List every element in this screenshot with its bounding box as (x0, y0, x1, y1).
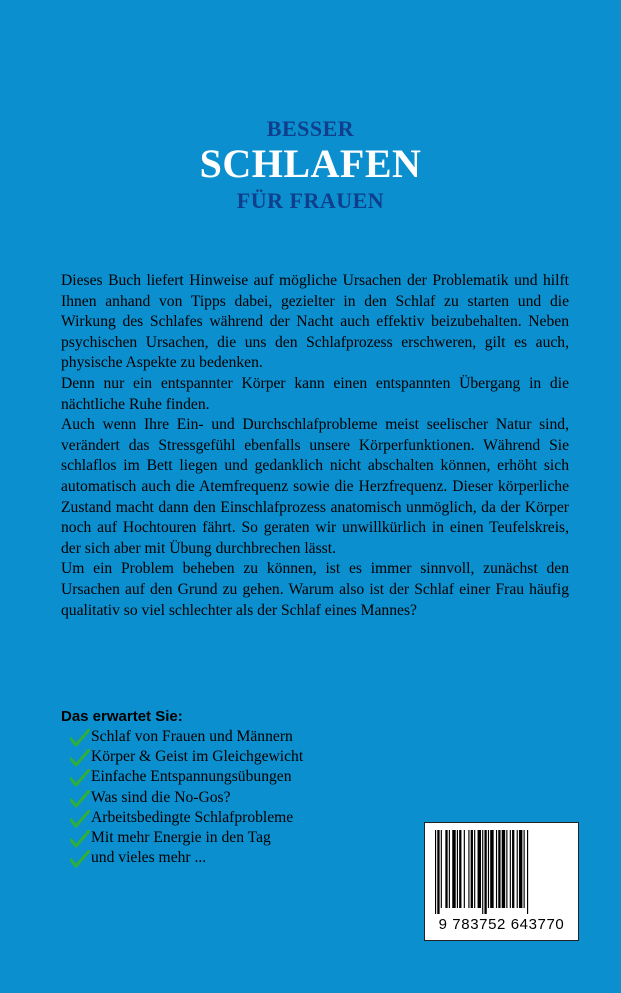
feature-item (61, 788, 401, 808)
barcode-bar (441, 830, 442, 908)
barcode-bar (471, 830, 473, 908)
checkmark-icon (70, 850, 90, 868)
blurb-paragraph: Dieses Buch liefert Hinweise auf mögliche Ursachen der Problematik und hilft Ihnen anhand von Tipps dabei, gezielter in den Schlaf zu starten und die Wirkung des Schlafes während der Nacht auch effektiv beizubehalten. Neben psychischen Ursachen, die uns den Schlafprozess erschweren, gilt es auch, physische Aspekte zu bedenken. (61, 272, 569, 372)
checkmark-icon (70, 749, 90, 767)
isbn-number: 9 783752 643770 (438, 916, 565, 933)
feature-label: Was sind die No-Gos? (91, 788, 231, 806)
feature-label: Körper & Geist im Gleichgewicht (91, 748, 304, 766)
barcode-bar (524, 830, 525, 908)
barcode-bar (484, 830, 486, 914)
blurb-paragraph: Auch wenn Ihre Ein- und Durchschlafprobleme meist seelischer Natur sind, verändert das Stressgefühl ebenfalls unsere Körperfunktionen. Während Sie schlaflos im Bett liegen und gedanklich nicht abschalten können, erhöht sich automatisch auch die Atemfrequenz sowie die Herzfrequenz. Dieser körperliche Zustand macht dann den Einschlafprozess anatomisch unmöglich, da der Körper noch auf Hochtouren fährt. So geraten wir unwillkürlich in einen Teufelskreis, der sich aber mit Übung durchbrechen lässt. (61, 416, 569, 557)
barcode-bar (498, 830, 500, 908)
feature-item (61, 808, 401, 828)
barcode-bar (510, 830, 511, 908)
blurb-paragraph: Um ein Problem beheben zu können, ist es immer sinnvoll, zunächst den Ursachen auf den Grund zu gehen. Warum also ist der Schlaf einer Frau häufig qualitativ so viel schlechter als der Schlaf eines Mannes? (61, 560, 569, 619)
feature-heading: Das erwartet Sie: (61, 708, 183, 725)
barcode-bar (502, 830, 505, 908)
feature-label: und vieles mehr ... (91, 849, 207, 867)
feature-item (61, 848, 401, 868)
blurb-text (61, 271, 569, 621)
barcode-bar (464, 830, 465, 908)
barcode-bar (449, 830, 450, 908)
barcode-bars (433, 830, 570, 914)
feature-list (61, 727, 401, 868)
checkmark-icon (70, 790, 90, 808)
barcode-bar (457, 830, 458, 908)
checkmark-icon (70, 729, 90, 747)
barcode-bar (496, 830, 497, 908)
feature-item (61, 747, 401, 767)
feature-label: Arbeitsbedingte Schlafprobleme (91, 808, 294, 826)
barcode-bar (478, 830, 481, 908)
feature-label: Mit mehr Energie in den Tag (91, 829, 271, 847)
feature-label: Schlaf von Frauen und Männern (91, 728, 293, 745)
barcode-bar (482, 830, 483, 914)
barcode-bar (437, 830, 439, 914)
feature-item (61, 727, 401, 747)
feature-label: Einfache Entspannungsübungen (91, 768, 292, 786)
feature-item (61, 767, 401, 787)
blurb-paragraph: Denn nur ein entspannter Körper kann einen entspannten Übergang in die nächtliche Ruhe finden. (61, 374, 569, 413)
barcode-bar (519, 830, 522, 908)
checkmark-icon (70, 769, 90, 787)
barcode-bar (435, 830, 436, 914)
barcode-bar (517, 830, 518, 908)
title-line-schlafen: SCHLAFEN (199, 141, 422, 186)
barcode-bar (527, 830, 528, 914)
barcode-bar (488, 830, 489, 908)
feature-item (61, 828, 401, 848)
barcode-bar (468, 830, 469, 908)
barcode-bar (506, 830, 507, 908)
barcode-bar (459, 830, 461, 908)
barcode-bar (512, 830, 514, 908)
barcode-bar (490, 830, 493, 908)
title-line-fuer-frauen: FÜR FRAUEN (236, 188, 385, 213)
checkmark-icon (70, 830, 90, 848)
barcode-bar (445, 830, 447, 908)
checkmark-icon (70, 810, 90, 828)
book-title (0, 116, 621, 216)
isbn-barcode (424, 822, 579, 941)
feature-section (61, 707, 401, 868)
barcode-bar (474, 830, 475, 908)
barcode-bar (452, 830, 455, 908)
title-line-besser: BESSER (266, 116, 355, 141)
